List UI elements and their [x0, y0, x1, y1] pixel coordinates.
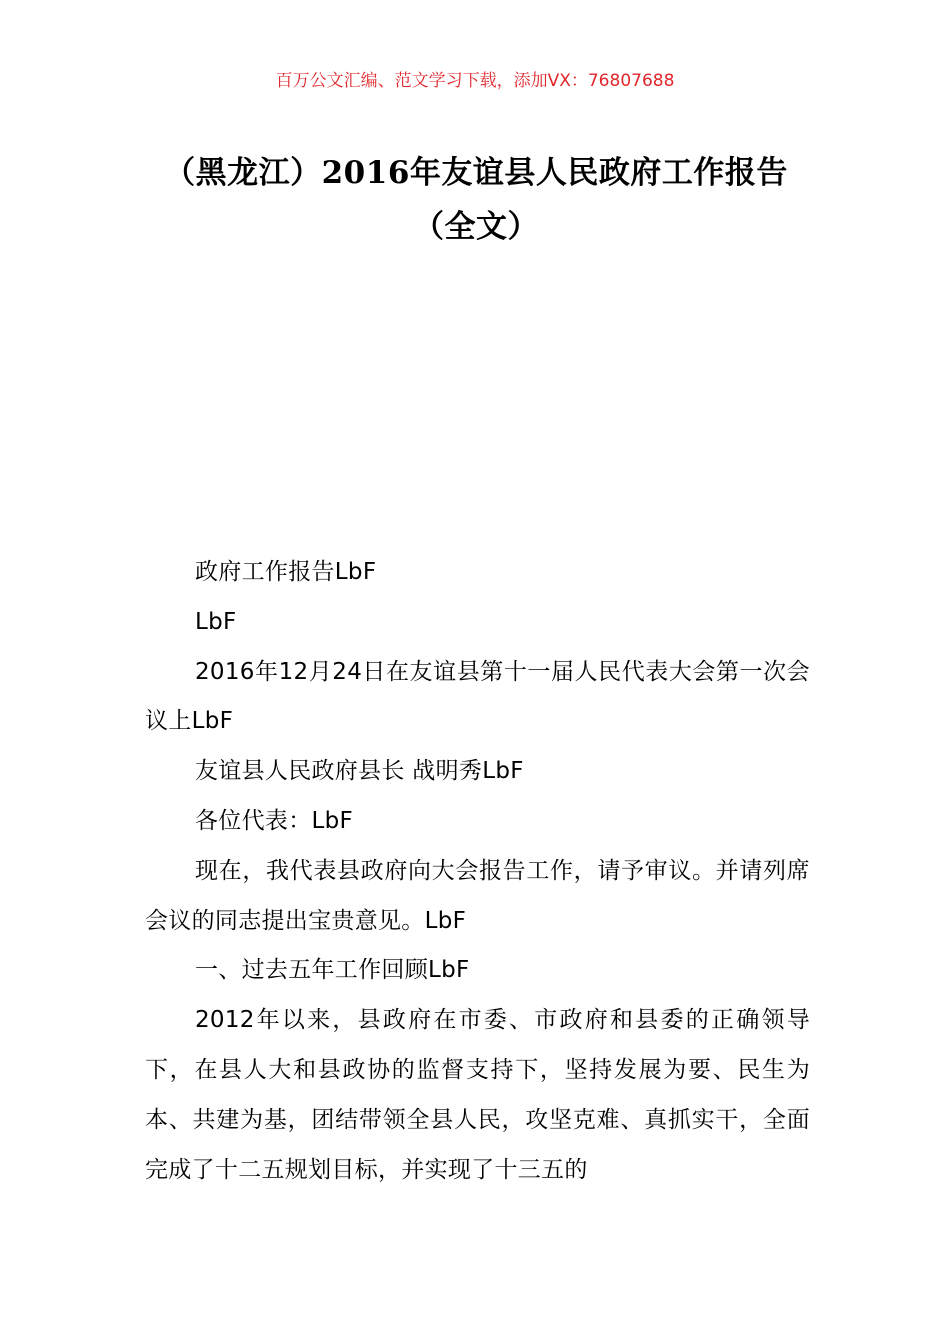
body-paragraph: LbF: [195, 608, 237, 635]
body-paragraph: 各位代表：LbF: [195, 807, 354, 834]
document-title: （黑龙江）2016年友谊县人民政府工作报告（全文）: [164, 155, 788, 245]
body-paragraph: 2016年12月24日在友谊县第十一届人民代表大会第一次会议上LbF: [145, 658, 810, 735]
body-paragraph: 2012年以来，县政府在市委、市政府和县委的正确领导下，在县人大和县政协的监督支持下，坚持发展为要、民生为本、共建为基，团结带领全县人民，攻坚克难、真抓实干，全面完成了十二五规划目标，并实现了十三五的: [145, 1007, 810, 1183]
document-body: [145, 548, 810, 1195]
header-note: 百万公文汇编、范文学习下载，添加VX：76807688: [275, 71, 675, 91]
body-paragraph: 政府工作报告LbF: [195, 559, 377, 585]
body-paragraph: 现在，我代表县政府向大会报告工作，请予审议。并请列席会议的同志提出宝贵意见。LbF: [145, 857, 810, 934]
body-paragraph: 友谊县人民政府县长 战明秀LbF: [195, 758, 524, 785]
section-heading: 一、过去五年工作回顾LbF: [195, 957, 470, 984]
